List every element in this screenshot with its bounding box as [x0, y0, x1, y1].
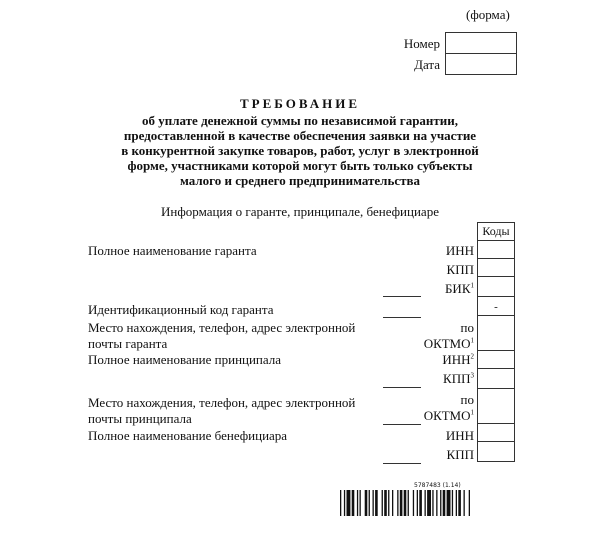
footnote-mark: 1	[470, 408, 474, 417]
subtitle-line: малого и среднего предпринимательства	[179, 173, 421, 188]
subtitle-line: об уплате денежной суммы по независимой гарантии,	[141, 113, 459, 128]
guarantor-kpp-label: КПП	[446, 262, 474, 277]
guarantor-name-label: Полное наименование гаранта	[88, 243, 257, 258]
principal-name-underline	[383, 387, 421, 388]
principal-kpp-label	[420, 371, 474, 387]
principal-location-line-2: почты принципала	[88, 411, 192, 426]
document-title: ТРЕБОВАНИЕ	[239, 96, 361, 111]
codes-header: Коды	[478, 223, 514, 241]
footnote-mark: 2	[470, 352, 474, 361]
beneficiary-kpp-label: КПП	[446, 447, 474, 462]
code-cell-guarantor-bik[interactable]	[478, 277, 514, 297]
principal-location-underline	[383, 424, 421, 425]
guarantor-po-label: по	[460, 320, 474, 335]
principal-location-line-1: Место нахождения, телефон, адрес электронной	[88, 395, 356, 410]
code-cell-principal-oktmo[interactable]	[478, 389, 514, 424]
code-cell-principal-inn[interactable]	[478, 351, 514, 369]
guarantor-location-line-1: Место нахождения, телефон, адрес электронной	[88, 320, 356, 335]
guarantor-oktmo-label	[400, 336, 474, 352]
kpp-text: КПП	[443, 371, 471, 386]
principal-inn-label	[420, 352, 474, 368]
guarantor-bik-label	[420, 281, 474, 297]
footnote-mark: 1	[470, 281, 474, 290]
principal-name-label: Полное наименование принципала	[88, 352, 282, 367]
beneficiary-inn-label: ИНН	[445, 428, 474, 443]
barcode-number: 5787483 (1.14)	[414, 482, 461, 489]
barcode-icon	[340, 490, 590, 516]
subtitle-line: в конкурентной закупке товаров, работ, услуг в электронной	[121, 143, 479, 158]
date-label: Дата	[414, 57, 440, 72]
document-subtitle	[60, 113, 540, 188]
subtitle-line: форме, участниками которой могут быть только субъекты	[127, 158, 473, 173]
code-cell-guarantor-oktmo[interactable]	[478, 316, 514, 351]
guarantor-inn-label: ИНН	[445, 243, 474, 258]
code-cell-guarantor-kpp[interactable]	[478, 259, 514, 277]
date-field[interactable]	[445, 53, 517, 75]
beneficiary-name-underline	[383, 463, 421, 464]
guarantor-id-underline	[383, 317, 421, 318]
bik-text: БИК	[444, 281, 471, 296]
code-cell-guarantor-inn[interactable]	[478, 241, 514, 259]
oktmo-text: ОКТМО	[423, 408, 471, 423]
principal-oktmo-label	[400, 408, 474, 424]
principal-location-label	[88, 395, 355, 427]
beneficiary-name-label: Полное наименование бенефициара	[88, 428, 288, 443]
form-label: (форма)	[466, 7, 510, 22]
guarantor-id-label: Идентификационный код гаранта	[88, 302, 274, 317]
inn-text: ИНН	[442, 352, 471, 367]
code-cell-principal-kpp[interactable]	[478, 369, 514, 389]
principal-po-label: по	[460, 392, 474, 407]
oktmo-text: ОКТМО	[423, 336, 471, 351]
codes-column	[477, 222, 515, 462]
footnote-mark: 3	[470, 371, 474, 380]
number-field[interactable]	[445, 32, 517, 54]
guarantor-location-label	[88, 320, 355, 352]
code-cell-beneficiary-inn[interactable]	[478, 424, 514, 442]
footnote-mark: 1	[470, 336, 474, 345]
guarantor-location-line-2: почты гаранта	[88, 336, 168, 351]
guarantor-name-underline	[383, 296, 421, 297]
code-dash: -	[494, 301, 498, 313]
subtitle-line: предоставленной в качестве обеспечения заявки на участие	[123, 128, 477, 143]
info-heading: Информация о гаранте, принципале, бенефициаре	[161, 204, 439, 219]
number-label: Номер	[403, 36, 440, 51]
